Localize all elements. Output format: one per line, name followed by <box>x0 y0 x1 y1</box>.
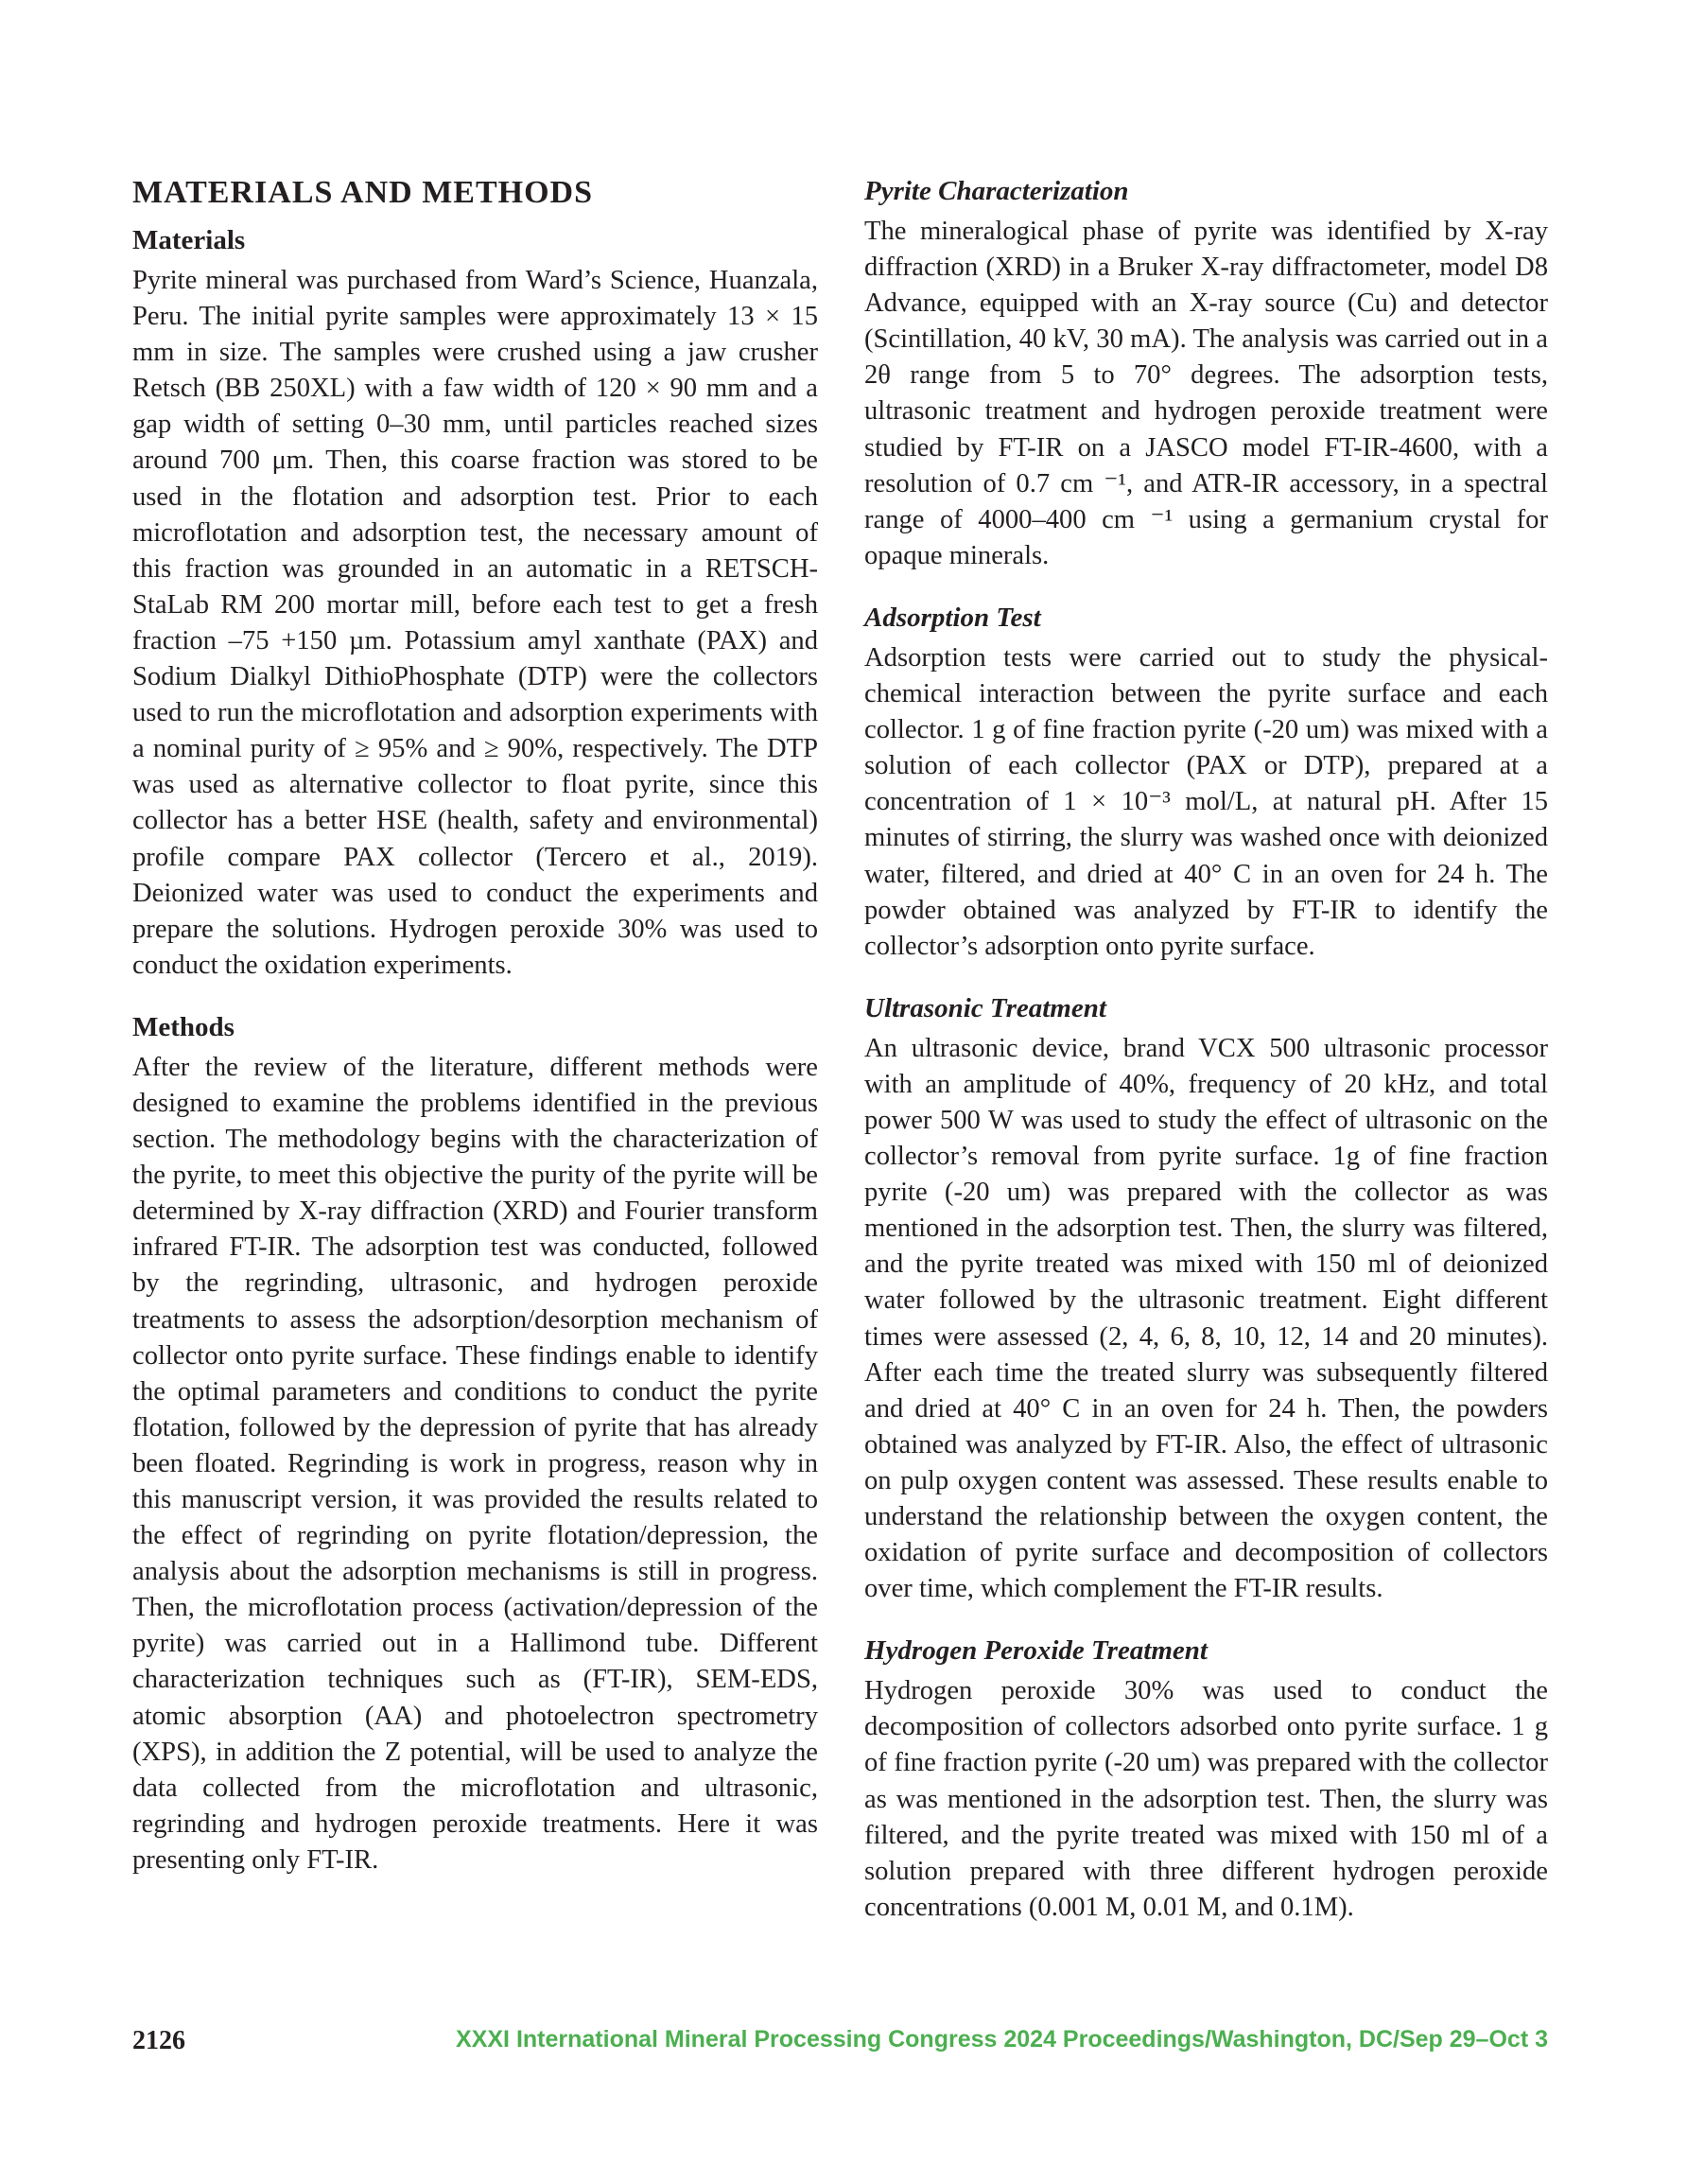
methods-heading: Methods <box>132 1011 235 1042</box>
materials-heading: Materials <box>132 225 246 255</box>
page-footer <box>132 2026 1548 2064</box>
hydrogen-peroxide-paragraph: Hydrogen peroxide 30% was used to conduct the decomposition of collectors adsorbed onto pyrite surface. 1 g of fine fraction pyrite (-20 um) was prepared with the collector as was mentioned in the adsorption test. Then, the slurry was filtered, and the pyrite treated was mixed with 150 ml of a solution prepared with three different hydrogen peroxide concentrations (0.001 M, 0.01 M, and 0.1M). <box>864 1676 1548 1922</box>
section-heading: MATERIALS AND METHODS <box>132 175 593 210</box>
adsorption-test-heading: Adsorption Test <box>864 602 1041 633</box>
hydrogen-peroxide-heading: Hydrogen Peroxide Treatment <box>864 1635 1208 1667</box>
right-column <box>864 172 1548 1950</box>
ultrasonic-treatment-heading: Ultrasonic Treatment <box>864 992 1106 1023</box>
pyrite-characterization-heading: Pyrite Characterization <box>864 176 1129 206</box>
methods-paragraph: After the review of the literature, different methods were designed to examine the problems identified in the previous section. The methodology begins with the characterization of the pyrite, to meet this objective the purity of the pyrite will be determined by X-ray diffraction (XRD) and Fourier transform infrared FT-IR. The adsorption test was conducted, followed by the regrinding, ultrasonic, and hydrogen peroxide treatments to assess the adsorption/desorption mechanism of collector onto pyrite surface. These findings enable to identify the optimal parameters and conditions to conduct the pyrite flotation, followed by the depression of pyrite that has already been floated. Regrinding is work in progress, reason why in this manuscript version, it was provided the results related to the effect of regrinding on pyrite flotation/depression, the analysis about the adsorption mechanisms is still in progress. Then, the microflotation process (activation/depression of the pyrite) was carried out in a Hallimond tube. Different characterization techniques such as (FT-IR), SEM-EDS, atomic absorption (AA) and photoelectron spectrometry (XPS), in addition the Z potential, will be used to analyze the data collected from the microflotation and ultrasonic, regrinding and hydrogen peroxide treatments. Here it was presenting only FT-IR. <box>132 1052 818 1875</box>
conference-footer-text: XXXI International Mineral Processing Congress 2024 Proceedings/Washington, DC/Sep 29–Oct 3 <box>456 2026 1548 2053</box>
pyrite-characterization-paragraph: The mineralogical phase of pyrite was identified by X-ray diffraction (XRD) in a Bruker X-ray diffractometer, model D8 Advance, equipped with an X-ray source (Cu) and detector (Scintillation, 40 kV, 30 mA). The analysis was carried out in a 2θ range from 5 to 70° degrees. The adsorption tests, ultrasonic treatment and hydrogen peroxide treatment were studied by FT-IR on a JASCO model FT-IR-4600, with a resolution of 0.7 cm ⁻¹, and ATR-IR accessory, in a spectral range of 4000–400 cm ⁻¹ using a germanium crystal for opaque minerals. <box>864 217 1548 570</box>
ultrasonic-treatment-paragraph: An ultrasonic device, brand VCX 500 ultrasonic processor with an amplitude of 40%, frequency of 20 kHz, and total power 500 W was used to study the effect of ultrasonic on the collector’s removal from pyrite surface. 1g of fine fraction pyrite (-20 um) was prepared with the collector as was mentioned in the adsorption test. Then, the slurry was filtered, and the pyrite treated was mixed with 150 ml of deionized water followed by the ultrasonic treatment. Eight different times were assessed (2, 4, 6, 8, 10, 12, 14 and 20 minutes). After each time the treated slurry was subsequently filtered and dried at 40° C in an oven for 24 h. Then, the powders obtained was analyzed by FT-IR. Also, the effect of ultrasonic on pulp oxygen content was assessed. These results enable to understand the relationship between the oxygen content, the oxidation of pyrite surface and decomposition of collectors over time, which complement the FT-IR results. <box>864 1033 1548 1604</box>
left-column <box>132 172 818 1903</box>
page-number: 2126 <box>132 2026 185 2055</box>
adsorption-test-paragraph: Adsorption tests were carried out to study the physical-chemical interaction between the pyrite surface and each collector. 1 g of fine fraction pyrite (-20 um) was mixed with a solution of each collector (PAX or DTP), prepared at a concentration of 1 × 10⁻³ mol/L, at natural pH. After 15 minutes of stirring, the slurry was washed once with deionized water, filtered, and dried at 40° C in an oven for 24 h. The powder obtained was analyzed by FT-IR to identify the collector’s adsorption onto pyrite surface. <box>864 642 1548 961</box>
materials-paragraph: Pyrite mineral was purchased from Ward’s Science, Huanzala, Peru. The initial pyrite samples were approximately 13 × 15 mm in size. The samples were crushed using a jaw crusher Retsch (BB 250XL) with a faw width of 120 × 90 mm and a gap width of setting 0–30 mm, until particles reached sizes around 700 μm. Then, this coarse fraction was stored to be used in the flotation and adsorption test. Prior to each microflotation and adsorption test, the necessary amount of this fraction was grounded in an automatic in a RETSCH-StaLab RM 200 mortar mill, before each test to get a fresh fraction –75 +150 µm. Potassium amyl xanthate (PAX) and Sodium Dialkyl DithioPhosphate (DTP) were the collectors used to run the microflotation and adsorption experiments with a nominal purity of ≥ 95% and ≥ 90%, respectively. The DTP was used as alternative collector to float pyrite, since this collector has a better HSE (health, safety and environmental) profile compare PAX collector (Tercero et al., 2019). Deionized water was used to conduct the experiments and prepare the solutions. Hydrogen peroxide 30% was used to conduct the oxidation experiments. <box>132 266 818 980</box>
